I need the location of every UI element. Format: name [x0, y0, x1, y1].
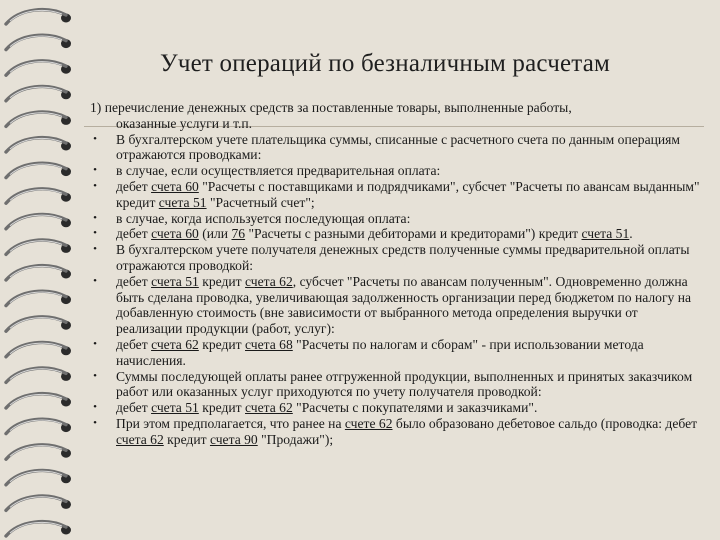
account-link[interactable]: счета 51: [158, 194, 207, 210]
binding-ring: [6, 419, 71, 433]
binding-ring: [6, 189, 71, 203]
item-text: "Расчеты по налогам и сборам" - при использовании метода начисления.: [116, 336, 644, 368]
bullet-marker: •: [93, 369, 97, 382]
binding-ring: [6, 266, 71, 280]
list-item: [90, 242, 702, 274]
item-text: дебет: [116, 178, 152, 194]
binding-ring: [6, 163, 71, 177]
item-text: При этом предполагается, что ранее на: [116, 415, 345, 431]
item-text: в случае, когда используется последующая оплата:: [116, 210, 411, 226]
slide-body: [90, 100, 702, 448]
binding-ring: [6, 317, 71, 331]
item-text: "Расчетный счет";: [206, 194, 315, 210]
item-text: кредит: [163, 431, 210, 447]
list-item: [90, 226, 702, 242]
account-link[interactable]: 76: [231, 226, 246, 242]
binding-ring: [6, 112, 71, 126]
item-text: было образовано дебетовое сальдо (проводка: дебет: [392, 415, 698, 431]
item-text: дебет: [116, 400, 152, 416]
bullet-marker: •: [93, 416, 97, 429]
item-text: .: [629, 226, 633, 242]
bullet-list: [90, 132, 702, 448]
intro-continuation: оказанные услуги и т.п.: [116, 115, 253, 131]
intro-first-line: 1) перечисление денежных средств за поставленные товары, выполненные работы,: [90, 100, 572, 115]
item-text: Суммы последующей оплаты ранее отгруженной продукции, выполненных и принятых заказчиком работ или оказанных услуг приходуются по учету получателя проводкой:: [116, 368, 693, 400]
list-item: [90, 163, 702, 179]
item-text: кредит: [198, 336, 246, 352]
spiral-binding: [0, 0, 90, 540]
binding-ring: [6, 138, 71, 152]
binding-ring: [6, 368, 71, 382]
list-item: [90, 179, 702, 211]
list-item: [90, 211, 702, 227]
intro-paragraph: [90, 100, 702, 132]
account-link[interactable]: счета 90: [209, 431, 258, 447]
binding-ring: [6, 522, 71, 536]
account-link[interactable]: счета 62: [245, 400, 293, 416]
item-text: , субсчет "Расчеты по авансам полученным". Одновременно должна быть сделана проводка, увеличивающая задолженность организации перед бюджетом по налогу на добавленную стоимость (вне зависимости от выбранного метода определения выручки от реализации продукции (работ, услуг):: [116, 273, 692, 337]
account-link[interactable]: счета 62: [151, 336, 199, 352]
bullet-marker: •: [93, 401, 97, 414]
item-text: "Расчеты с разными дебиторами и кредиторами") кредит: [245, 226, 582, 242]
account-link[interactable]: счета 51: [151, 400, 199, 416]
item-text: кредит: [198, 400, 246, 416]
bullet-marker: •: [93, 227, 97, 240]
bullet-marker: •: [93, 337, 97, 350]
list-item: [90, 369, 702, 401]
list-item: [90, 337, 702, 369]
item-text: "Расчеты с покупателями и заказчиками".: [292, 400, 538, 416]
bullet-marker: •: [93, 164, 97, 177]
item-text: дебет: [116, 336, 152, 352]
bullet-marker: •: [93, 211, 97, 224]
bullet-marker: •: [93, 179, 97, 192]
binding-ring: [6, 214, 71, 228]
binding-ring: [6, 445, 71, 459]
binding-ring: [6, 10, 71, 24]
list-item: [90, 274, 702, 337]
item-text: "Расчеты с поставщиками и подрядчиками", субсчет "Расчеты по авансам выданным" кредит: [116, 178, 700, 210]
binding-ring: [6, 86, 71, 100]
binding-ring: [6, 470, 71, 484]
binding-ring: [6, 342, 71, 356]
item-text: "Продажи");: [257, 431, 334, 447]
account-link[interactable]: счета 68: [245, 336, 293, 352]
item-text: В бухгалтерском учете плательщика суммы, списанные с расчетного счета по данным операциям отражаются проводками:: [116, 131, 681, 163]
bullet-marker: •: [93, 243, 97, 256]
list-item: [90, 416, 702, 448]
account-link[interactable]: счета 60: [151, 226, 199, 242]
item-text: кредит: [198, 273, 246, 289]
account-link[interactable]: счете 62: [344, 415, 393, 431]
binding-ring: [6, 496, 71, 510]
account-link[interactable]: счета 60: [151, 178, 199, 194]
binding-ring: [6, 61, 71, 75]
binding-ring: [6, 240, 71, 254]
account-link[interactable]: счета 62: [116, 431, 164, 447]
account-link[interactable]: счета 62: [245, 273, 293, 289]
binding-ring: [6, 291, 71, 305]
list-item: [90, 132, 702, 164]
account-link[interactable]: счета 51: [151, 273, 199, 289]
list-item: [90, 400, 702, 416]
bullet-marker: •: [93, 132, 97, 145]
item-text: в случае, если осуществляется предварительная оплата:: [116, 163, 441, 179]
binding-ring: [6, 35, 71, 49]
item-text: дебет: [116, 226, 152, 242]
binding-ring: [6, 394, 71, 408]
item-text: (или: [198, 226, 232, 242]
item-text: В бухгалтерском учете получателя денежных средств полученные суммы предварительной оплаты отражаются проводкой:: [116, 242, 690, 273]
bullet-marker: •: [93, 274, 97, 287]
account-link[interactable]: счета 51: [581, 226, 630, 242]
item-text: дебет: [116, 273, 152, 289]
slide-title: Учет операций по безналичным расчетам: [159, 50, 611, 77]
